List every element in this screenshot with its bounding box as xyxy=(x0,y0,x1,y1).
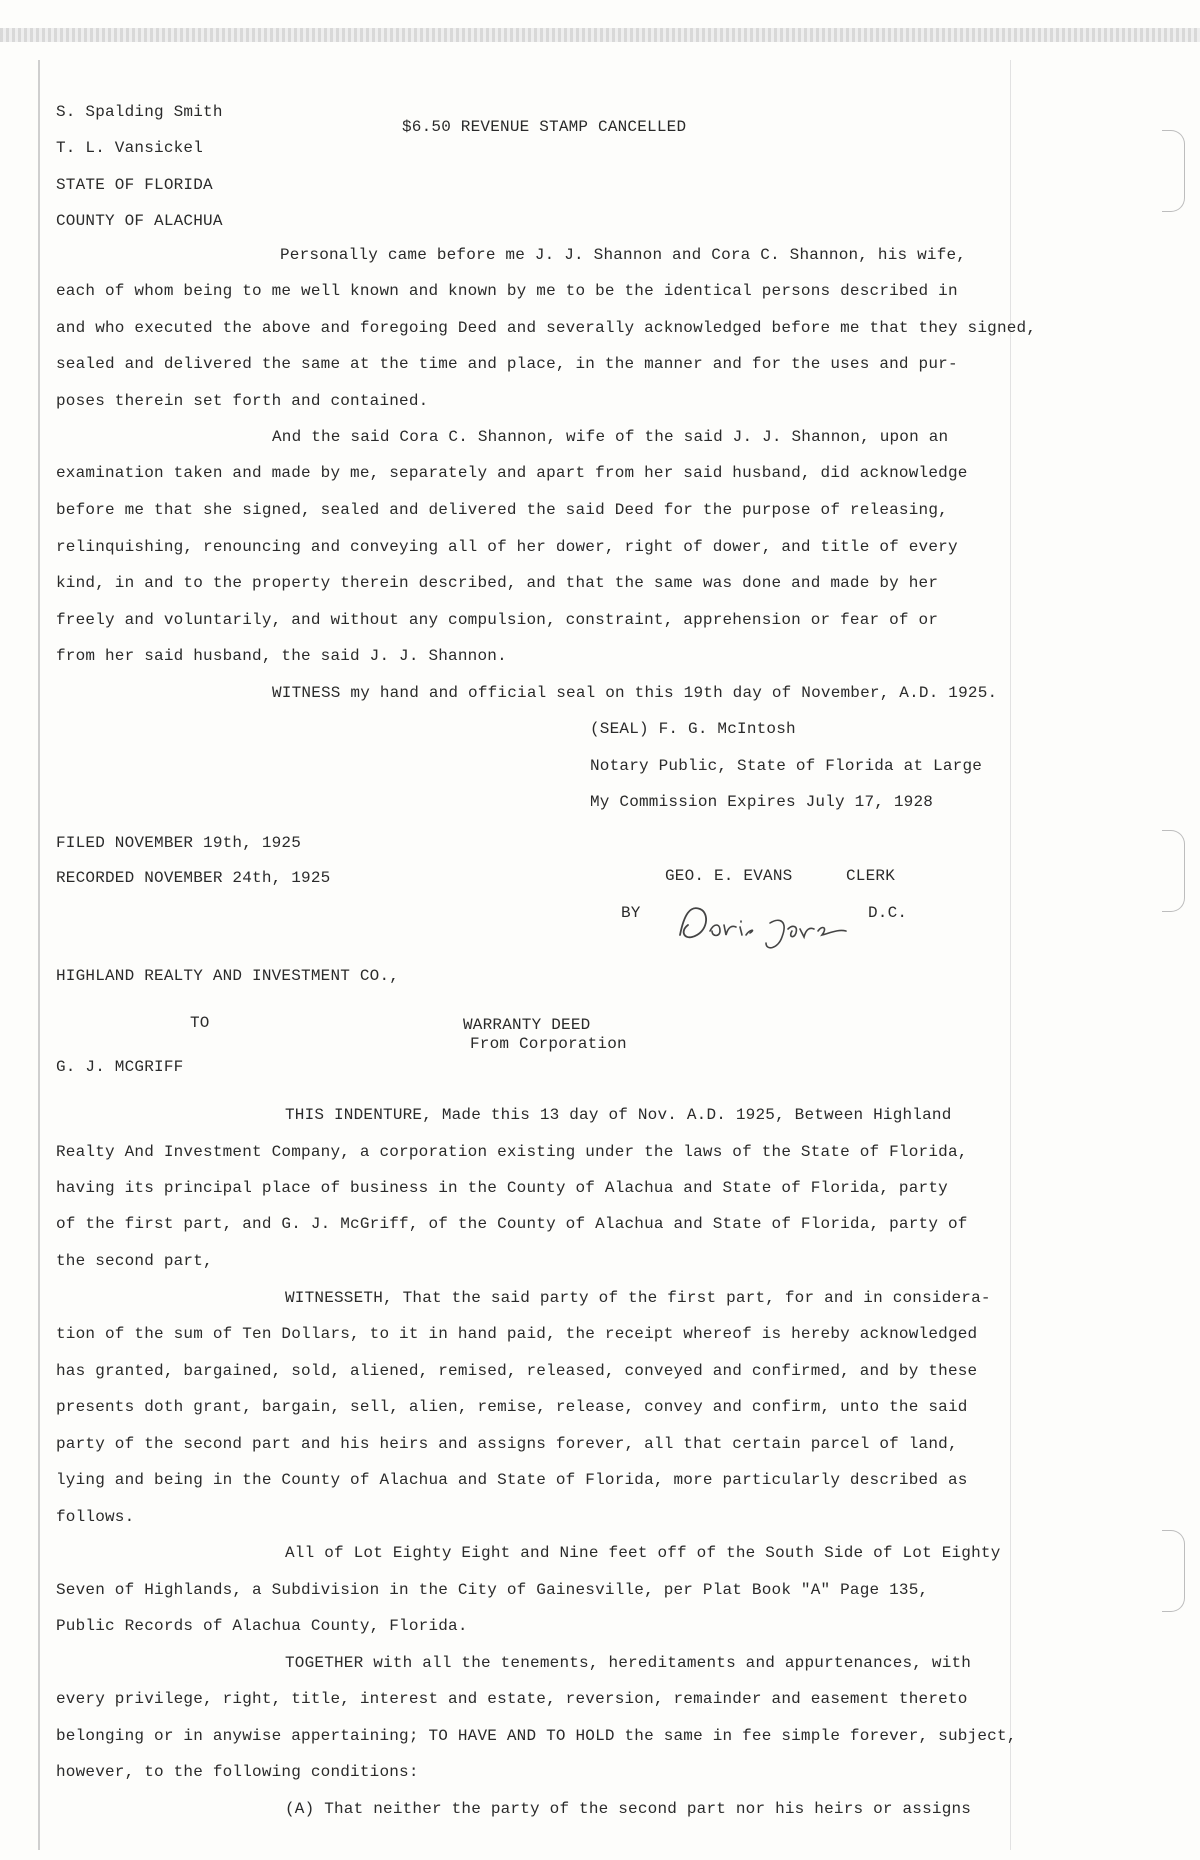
witness-line: WITNESS my hand and official seal on this 19th day of November, A.D. 1925. xyxy=(272,684,998,702)
ack-line: and who executed the above and foregoing Deed and severally acknowledged before me that they signed, xyxy=(56,319,1037,337)
binder-hole-icon xyxy=(1162,130,1185,212)
deed-type: WARRANTY DEED xyxy=(463,1016,591,1034)
ack-line: from her said husband, the said J. J. Shannon. xyxy=(56,647,507,665)
grantor-name: S. Spalding Smith xyxy=(56,103,223,121)
ack-line: freely and voluntarily, and without any compulsion, constraint, apprehension or fear of or xyxy=(56,611,939,629)
deed-line: having its principal place of business in the County of Alachua and State of Florida, party xyxy=(56,1179,948,1197)
ack-line: poses therein set forth and contained. xyxy=(56,392,429,410)
ack-line: relinquishing, renouncing and conveying all of her dower, right of dower, and title of every xyxy=(56,538,958,556)
binder-hole-icon xyxy=(1162,1530,1185,1612)
deed-line: WITNESSETH, That the said party of the first part, for and in considera- xyxy=(285,1289,991,1307)
ack-line: kind, in and to the property therein described, and that the same was done and made by her xyxy=(56,574,939,592)
ack-line: sealed and delivered the same at the time and place, in the manner and for the uses and pur- xyxy=(56,355,958,373)
recorded-date: RECORDED NOVEMBER 24th, 1925 xyxy=(56,869,331,887)
deed-line: THIS INDENTURE, Made this 13 day of Nov. A.D. 1925, Between Highland xyxy=(285,1106,952,1124)
deed-party-1: HIGHLAND REALTY AND INVESTMENT CO., xyxy=(56,967,400,985)
state-heading: STATE OF FLORIDA xyxy=(56,176,213,194)
notary-seal-line: (SEAL) F. G. McIntosh xyxy=(590,720,796,738)
notary-title: Notary Public, State of Florida at Large xyxy=(590,757,983,775)
deed-line: party of the second part and his heirs and assigns forever, all that certain parcel of land, xyxy=(56,1435,958,1453)
ack-line: Personally came before me J. J. Shannon and Cora C. Shannon, his wife, xyxy=(280,246,967,264)
county-heading: COUNTY OF ALACHUA xyxy=(56,212,223,230)
ack-line: each of whom being to me well known and known by me to be the identical persons described in xyxy=(56,282,958,300)
deputy-clerk-label: D.C. xyxy=(868,904,908,922)
deed-line: TOGETHER with all the tenements, hereditaments and appurtenances, with xyxy=(285,1654,972,1672)
binder-hole-icon xyxy=(1162,830,1185,912)
deed-line: Seven of Highlands, a Subdivision in the City of Gainesville, per Plat Book "A" Page 135, xyxy=(56,1581,929,1599)
clerk-name: GEO. E. EVANS xyxy=(665,867,793,885)
revenue-stamp-note: $6.50 REVENUE STAMP CANCELLED xyxy=(402,118,687,136)
deed-party-2: G. J. MCGRIFF xyxy=(56,1058,184,1076)
page-left-edge xyxy=(38,60,40,1850)
deed-line: however, to the following conditions: xyxy=(56,1763,419,1781)
filed-date: FILED NOVEMBER 19th, 1925 xyxy=(56,834,302,852)
clerk-title: CLERK xyxy=(846,867,896,885)
ack-line: examination taken and made by me, separately and apart from her said husband, did acknowledge xyxy=(56,464,968,482)
deed-line: (A) That neither the party of the second part nor his heirs or assigns xyxy=(285,1800,972,1818)
ack-line: before me that she signed, sealed and delivered the said Deed for the purpose of releasing, xyxy=(56,501,948,519)
deed-line: every privilege, right, title, interest and estate, reversion, remainder and easement thereto xyxy=(56,1690,968,1708)
notary-commission: My Commission Expires July 17, 1928 xyxy=(590,793,934,811)
deed-line: lying and being in the County of Alachua and State of Florida, more particularly described as xyxy=(56,1471,968,1489)
deed-line: the second part, xyxy=(56,1252,213,1270)
ack-line: And the said Cora C. Shannon, wife of the said J. J. Shannon, upon an xyxy=(272,428,949,446)
deputy-clerk-signature xyxy=(670,895,870,960)
deed-line: tion of the sum of Ten Dollars, to it in hand paid, the receipt whereof is hereby acknowledged xyxy=(56,1325,978,1343)
deed-line: follows. xyxy=(56,1508,135,1526)
scan-border xyxy=(0,28,1200,42)
grantee-name: T. L. Vansickel xyxy=(56,139,204,157)
by-label: BY xyxy=(621,904,641,922)
deed-subtype: From Corporation xyxy=(470,1035,627,1053)
deed-line: Public Records of Alachua County, Florida. xyxy=(56,1617,468,1635)
deed-line: All of Lot Eighty Eight and Nine feet off of the South Side of Lot Eighty xyxy=(285,1544,1001,1562)
deed-line: of the first part, and G. J. McGriff, of the County of Alachua and State of Florida, party of xyxy=(56,1215,968,1233)
deed-line: has granted, bargained, sold, aliened, remised, released, conveyed and confirmed, and by these xyxy=(56,1362,978,1380)
deed-line: Realty And Investment Company, a corporation existing under the laws of the State of Florida, xyxy=(56,1143,968,1161)
deed-to-label: TO xyxy=(190,1014,210,1032)
deed-line: presents doth grant, bargain, sell, alien, remise, release, convey and confirm, unto the said xyxy=(56,1398,968,1416)
deed-line: belonging or in anywise appertaining; TO HAVE AND TO HOLD the same in fee simple forever, subject, xyxy=(56,1727,1017,1745)
